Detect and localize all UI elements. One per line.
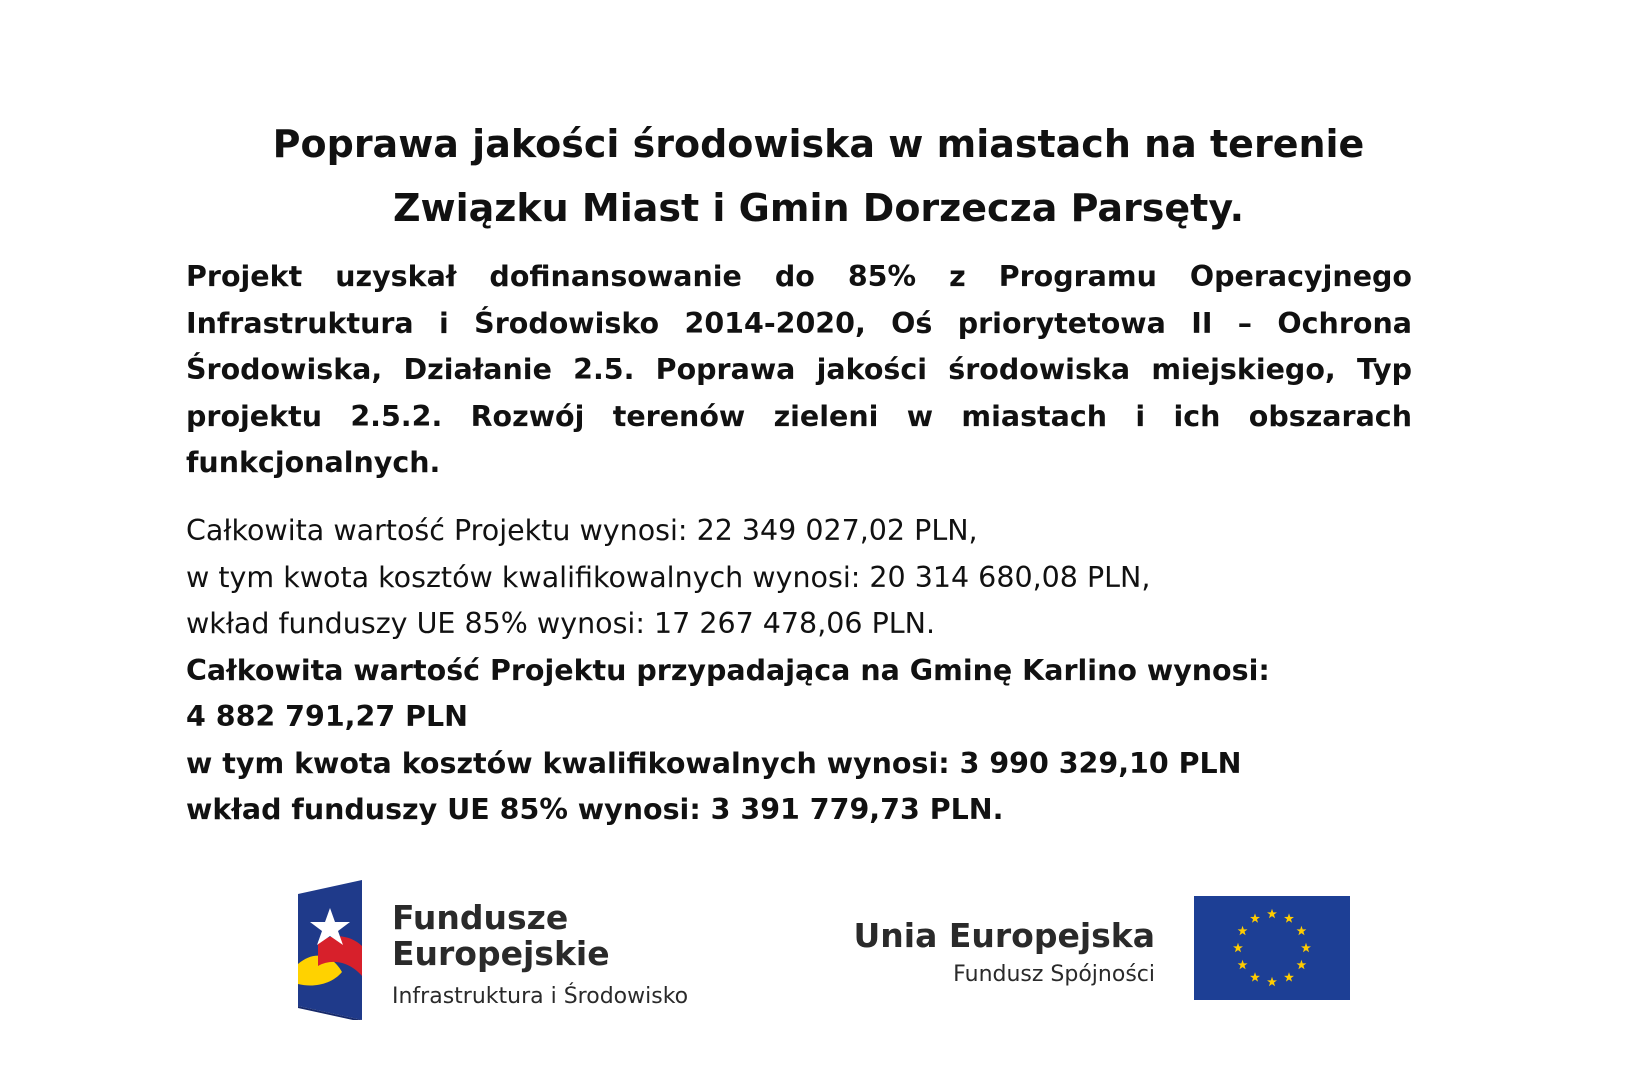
- eu-flag-icon: [1194, 896, 1350, 1000]
- karlino-eligible-line: w tym kwota kosztów kwalifikowalnych wynosi: 3 990 329,10 PLN: [186, 746, 1242, 780]
- total-value-line: Całkowita wartość Projektu wynosi: 22 349 027,02 PLN,: [186, 514, 978, 547]
- eu-logo-line-1: Unia Europejska: [853, 916, 1155, 955]
- title-line-2: Związku Miast i Gmin Dorzecza Parsęty.: [392, 186, 1245, 230]
- karlino-value-line: 4 882 791,27 PLN: [186, 700, 468, 733]
- fe-logo-line-2: Europejskie: [392, 934, 610, 973]
- intro-line: Projekt uzyskał dofinansowanie do 85% z Programu Operacyjnego: [186, 260, 1412, 293]
- intro-line: Infrastruktura i Środowisko 2014-2020, Oś priorytetowa II – Ochrona: [186, 306, 1412, 340]
- intro-line: projektu 2.5.2. Rozwój terenów zieleni w miastach i ich obszarach: [186, 399, 1412, 433]
- page-title: [0, 112, 1637, 240]
- karlino-label-line: Całkowita wartość Projektu przypadająca na Gminę Karlino wynosi:: [186, 653, 1270, 687]
- fe-logo-line-1: Fundusze: [392, 898, 569, 937]
- project-intro-paragraph: [186, 254, 1412, 487]
- fe-logo-line-3: Infrastruktura i Środowisko: [392, 984, 689, 1009]
- fundusze-europejskie-flag-icon: [292, 880, 364, 1020]
- unia-europejska-logo: [853, 896, 1350, 1004]
- project-amounts: [186, 508, 1270, 834]
- karlino-eu-line: wkład funduszy UE 85% wynosi: 3 391 779,73 PLN.: [186, 793, 1004, 826]
- title-line-1: Poprawa jakości środowiska w miastach na terenie: [272, 122, 1365, 166]
- eligible-costs-line: w tym kwota kosztów kwalifikowalnych wynosi: 20 314 680,08 PLN,: [186, 560, 1151, 594]
- eu-contribution-line: wkład funduszy UE 85% wynosi: 17 267 478,06 PLN.: [186, 607, 936, 640]
- intro-line: Środowiska, Działanie 2.5. Poprawa jakości środowiska miejskiego, Typ: [186, 353, 1412, 386]
- eu-logo-line-2: Fundusz Spójności: [953, 962, 1155, 987]
- intro-line: funkcjonalnych.: [186, 446, 441, 479]
- fundusze-europejskie-logo: [292, 880, 722, 1020]
